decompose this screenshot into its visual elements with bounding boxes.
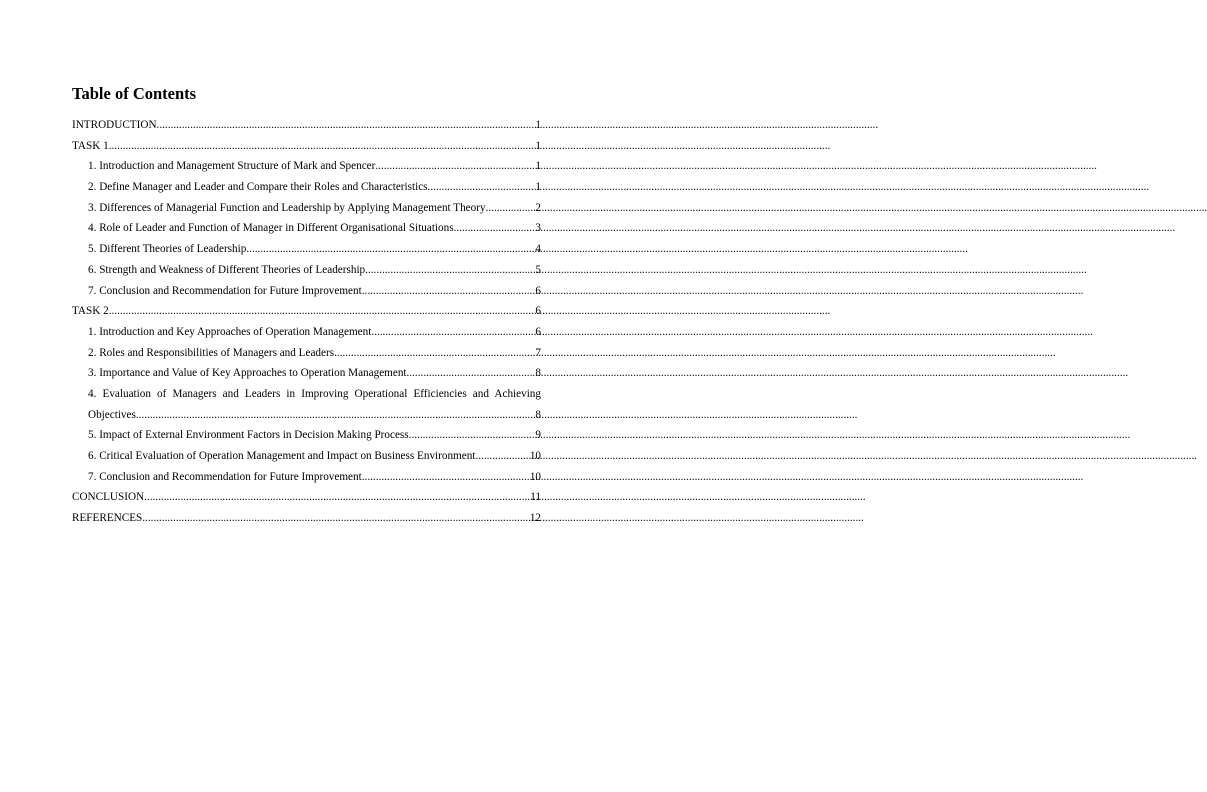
toc-entry-label: 4. Evaluation of Managers and Leaders in Improving Operational Efficiencies and Achieving [88, 387, 541, 400]
toc-entry-introduction[interactable] [72, 115, 541, 136]
toc-entry-task2-section-5[interactable] [72, 425, 541, 446]
dot-leader [362, 281, 536, 302]
toc-entry-label: TASK 2 [72, 305, 109, 318]
toc-entry-task2-section-2[interactable] [72, 343, 541, 364]
toc-entry-page-number: 1 [535, 139, 541, 152]
toc-entry-page-number: 12 [529, 512, 541, 525]
toc-entry-task2-section-3[interactable] [72, 363, 541, 384]
dot-leader [157, 115, 536, 136]
dot-leader [136, 405, 536, 426]
dot-leader [334, 343, 535, 364]
toc-entry-label: 3. Importance and Value of Key Approaches to Operation Management [88, 367, 407, 380]
toc-entry-label: INTRODUCTION [72, 119, 157, 131]
toc-entry-task2-section-6[interactable] [72, 446, 541, 467]
dot-leader [144, 487, 530, 508]
toc-entry-page-number: 8 [535, 408, 541, 421]
dot-leader [109, 136, 536, 157]
toc-entry-label: 6. Critical Evaluation of Operation Management and Impact on Business Environment [88, 450, 476, 462]
toc-entry-task2-section-1[interactable] [72, 322, 541, 343]
toc-entry-page-number: 7 [535, 346, 541, 359]
toc-entry-page-number: 11 [530, 491, 541, 504]
dot-leader [365, 260, 535, 281]
toc-entry-label: 1. Introduction and Key Approaches of Operation Management [88, 325, 372, 338]
toc-entry-task1-section-5[interactable] [72, 239, 541, 260]
dot-leader [109, 301, 536, 322]
toc-entry-label: CONCLUSION [72, 491, 145, 504]
toc-entry-label: 7. Conclusion and Recommendation for Future Improvement [88, 284, 362, 297]
toc-entry-page-number: 10 [529, 470, 541, 483]
dot-leader [407, 363, 536, 384]
toc-entry-page-number: 6 [535, 325, 541, 338]
toc-entry-label: 2. Roles and Responsibilities of Managers and Leaders [88, 346, 335, 359]
toc-entry-page-number: 10 [529, 450, 541, 462]
toc-entry-task1-section-6[interactable] [72, 260, 541, 281]
table-of-contents [72, 115, 541, 529]
toc-entry-page-number: 8 [535, 367, 541, 380]
toc-entry-continuation [88, 405, 541, 426]
dot-leader [475, 446, 529, 467]
toc-entry-label: 4. Role of Leader and Function of Manager in Different Organisational Situations [88, 222, 454, 235]
toc-entry-label: 2. Define Manager and Leader and Compare their Roles and Characteristics [88, 181, 428, 194]
dot-leader [375, 156, 535, 177]
toc-entry-page-number: 1 [535, 119, 541, 131]
toc-entry-page-number: 1 [535, 181, 541, 194]
toc-entry-page-number: 9 [535, 429, 541, 442]
toc-entry-task1-section-1[interactable] [72, 156, 541, 177]
toc-entry-page-number: 2 [535, 201, 541, 214]
toc-entry-page-number: 5 [535, 263, 541, 276]
toc-entry-page-number: 3 [535, 222, 541, 235]
dot-leader [454, 218, 536, 239]
dot-leader [362, 467, 530, 488]
toc-entry-page-number: 6 [535, 284, 541, 297]
dot-leader [428, 177, 536, 198]
toc-entry-label: 5. Different Theories of Leadership [88, 243, 247, 256]
dot-leader [409, 425, 536, 446]
toc-entry-label: 6. Strength and Weakness of Different Theories of Leadership [88, 263, 366, 276]
toc-entry-label: 5. Impact of External Environment Factors in Decision Making Process [88, 429, 409, 442]
dot-leader [371, 322, 535, 343]
dot-leader [246, 239, 535, 260]
toc-entry-task1-section-2[interactable] [72, 177, 541, 198]
toc-entry-label: 3. Differences of Managerial Function and Leadership by Applying Management Theory [88, 201, 486, 214]
toc-entry-task-1[interactable] [72, 136, 541, 157]
toc-entry-page-number: 4 [535, 243, 541, 256]
toc-entry-task-2[interactable] [72, 301, 541, 322]
toc-entry-task1-section-7[interactable] [72, 281, 541, 302]
dot-leader [486, 198, 536, 219]
toc-entry-label: 1. Introduction and Management Structure of Mark and Spencer [88, 160, 376, 173]
toc-entry-label: REFERENCES [72, 512, 143, 525]
toc-entry-page-number: 6 [535, 305, 541, 318]
toc-entry-label-continued: Objectives [88, 408, 136, 421]
page-title: Table of Contents [72, 84, 197, 103]
toc-entry-label: 7. Conclusion and Recommendation for Future Improvement [88, 470, 362, 483]
toc-entry-task1-section-4[interactable] [72, 218, 541, 239]
toc-entry-task1-section-3[interactable] [72, 198, 541, 219]
toc-entry-references[interactable] [72, 508, 541, 529]
toc-entry-conclusion[interactable] [72, 487, 541, 508]
toc-entry-page-number: 1 [535, 160, 541, 173]
toc-entry-task2-section-4[interactable] [72, 384, 541, 425]
dot-leader [142, 508, 530, 529]
toc-entry-label: TASK 1 [72, 139, 109, 152]
toc-entry-task2-section-7[interactable] [72, 467, 541, 488]
